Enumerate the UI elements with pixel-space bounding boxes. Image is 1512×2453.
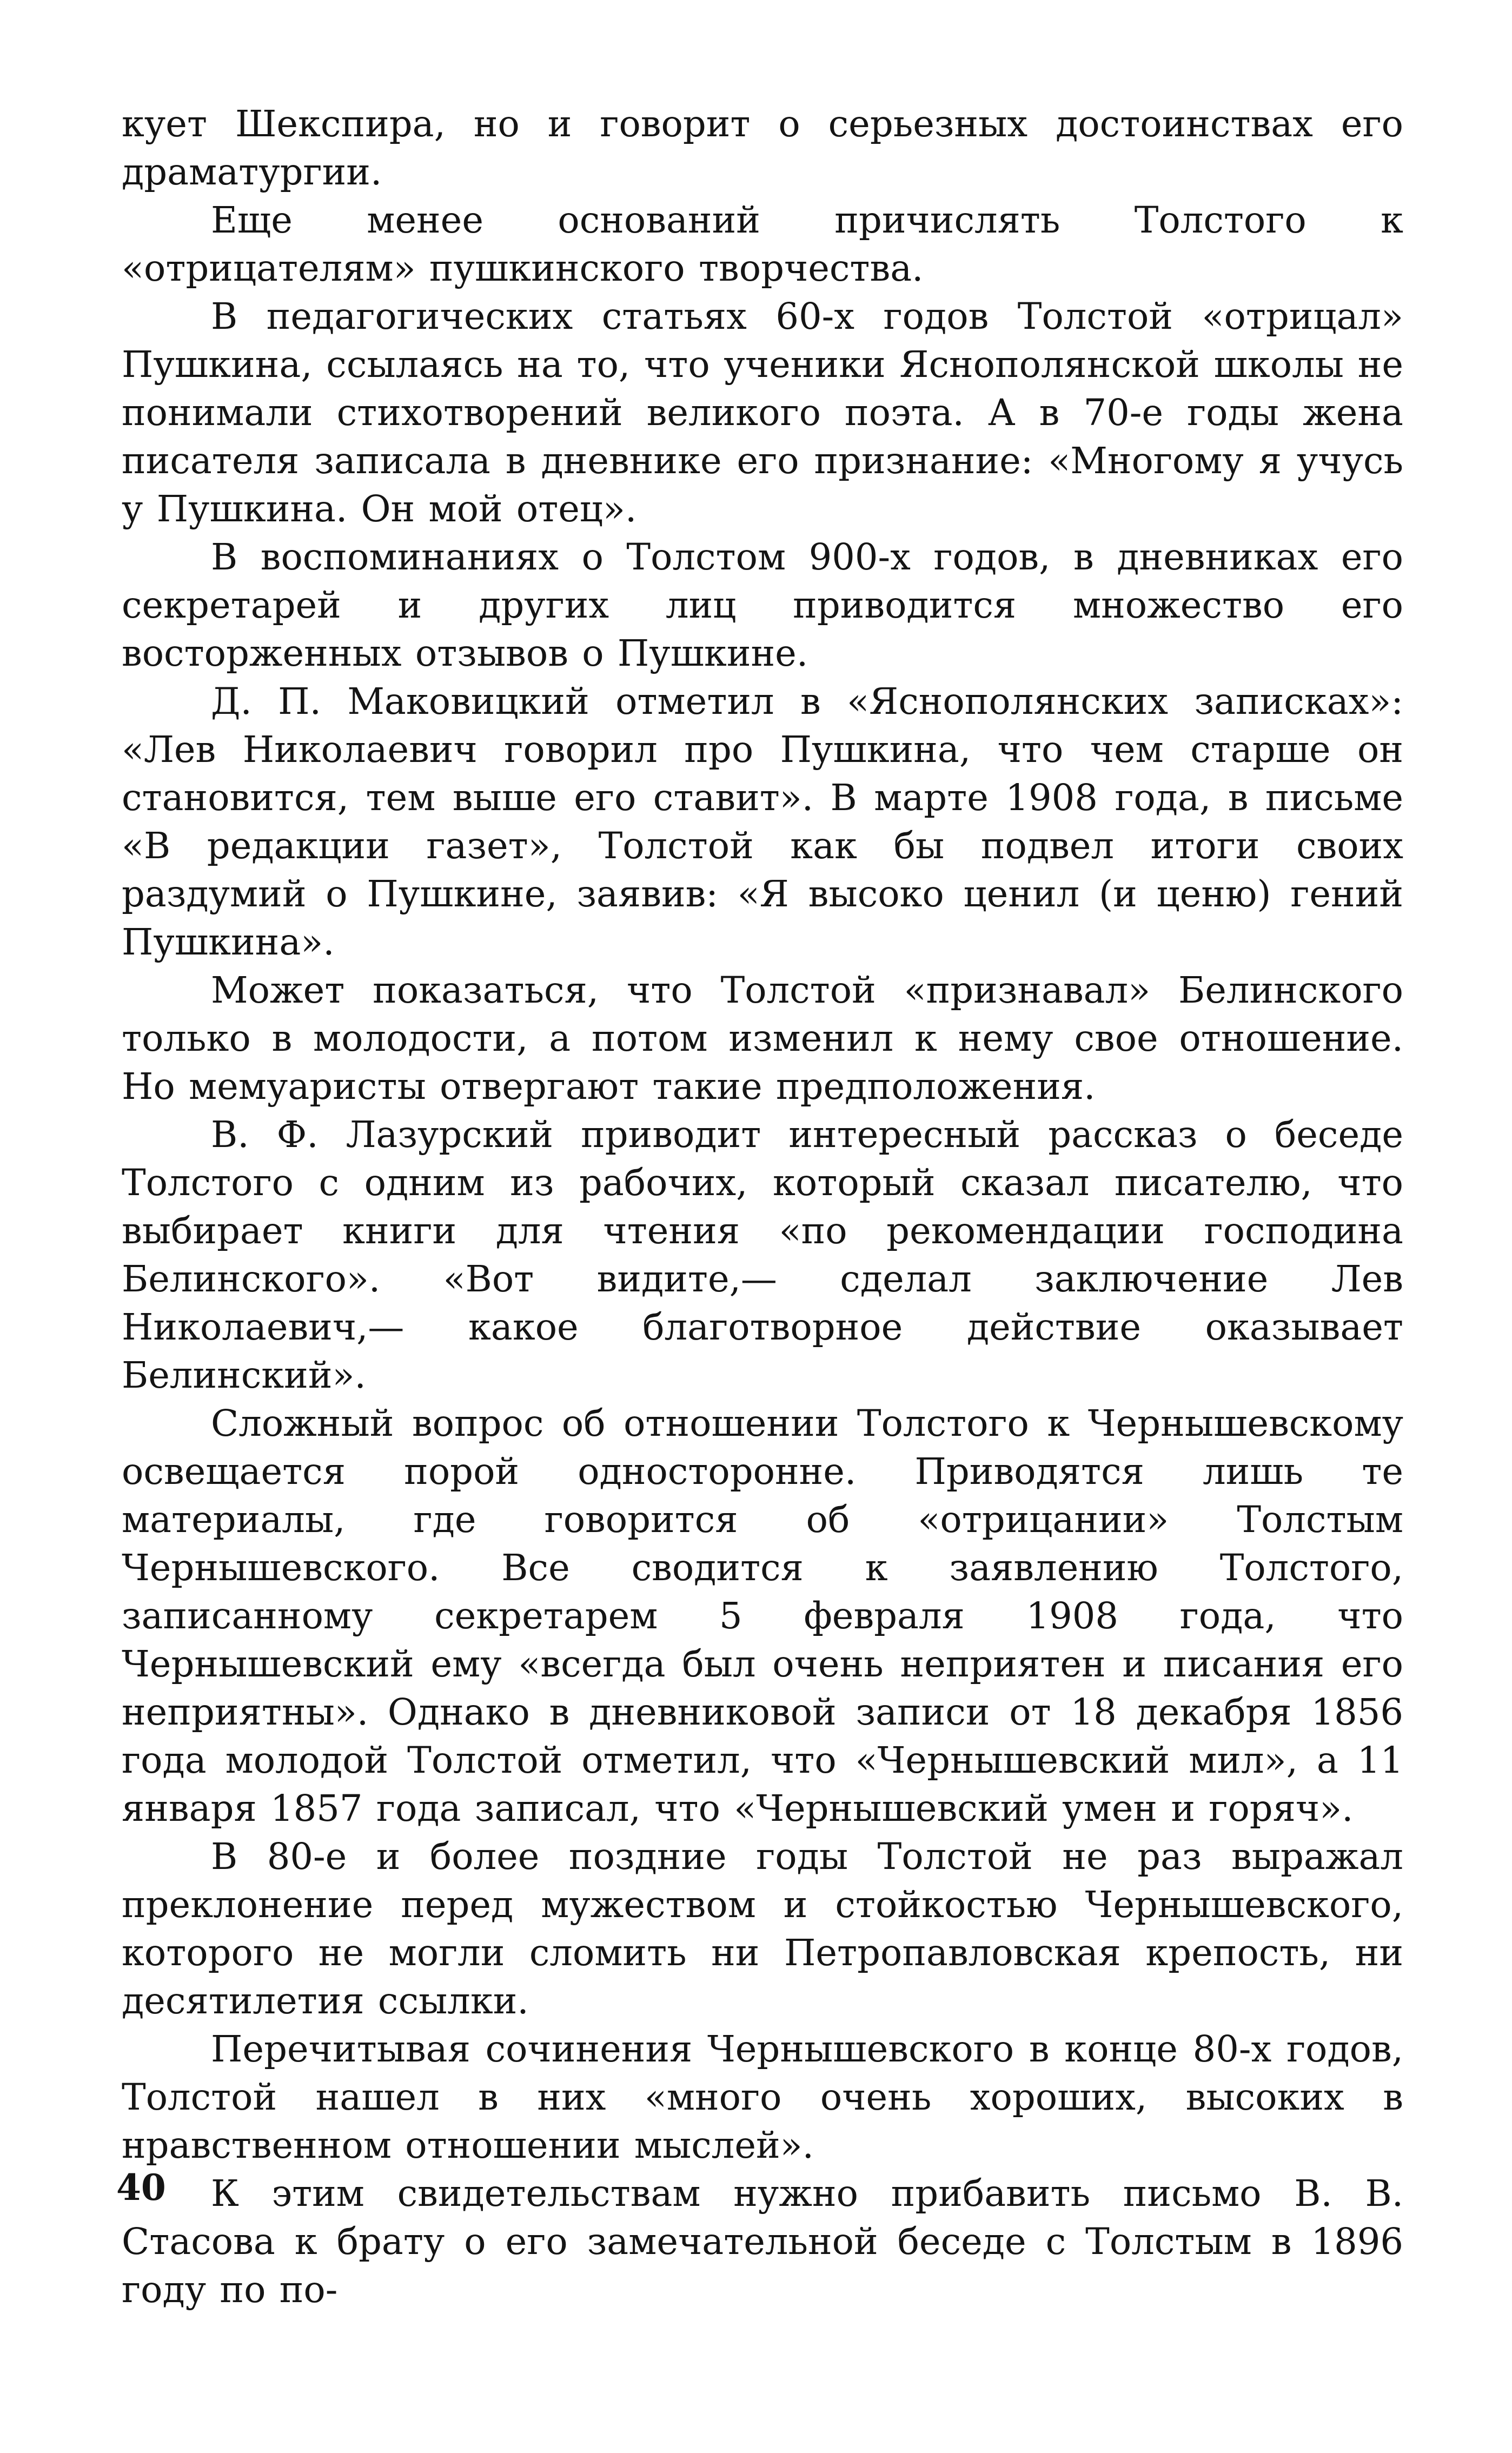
paragraph: В 80-е и более поздние годы Толстой не раз выражал преклонение перед мужеством и стойкостью Чернышевского, которого не могли сломить ни Петропавловская крепость, ни десятилетия ссылки. bbox=[122, 1835, 1403, 2022]
paragraph: В педагогических статьях 60-х годов Толстой «отрицал» Пушкина, ссылаясь на то, что ученики Яснополянской школы не понимали стихотворений великого поэта. А в 70-е годы жена писателя записала в дневнике его признание: «Многому я учусь у Пушкина. Он мой отец». bbox=[122, 295, 1403, 530]
page-number: 40 bbox=[116, 2166, 166, 2209]
paragraph: Перечитывая сочинения Чернышевского в конце 80-х годов, Толстой нашел в них «много очень хороших, высоких в нравственном отношении мыслей». bbox=[122, 2028, 1403, 2166]
paragraph: Может показаться, что Толстой «признавал» Белинского только в молодости, а потом изменил к нему свое отношение. Но мемуаристы отвергают такие предположения. bbox=[122, 969, 1403, 1108]
paragraph-continuation: кует Шекспира, но и говорит о серьезных достоинствах его драматургии. bbox=[122, 103, 1403, 193]
paragraph: В. Ф. Лазурский приводит интересный рассказ о беседе Толстого с одним из рабочих, который сказал писателю, что выбирает книги для чтения «по рекомендации господина Белинского». «Вот видите,— сделал заключение Лев Николаевич,— какое благотворное действие оказывает Белинский». bbox=[122, 1113, 1403, 1396]
body-text bbox=[122, 100, 1403, 2314]
paragraph: Сложный вопрос об отношении Толстого к Чернышевскому освещается порой односторонне. Приводятся лишь те материалы, где говорится об «отрицании» Толстым Чернышевского. Все сводится к заявлению Толстого, записанному секретарем 5 февраля 1908 года, что Чернышевский ему «всегда был очень неприятен и писания его неприятны». Однако в дневниковой записи от 18 декабря 1856 года молодой Толстой отметил, что «Чернышевский мил», а 11 января 1857 года записал, что «Чернышевский умен и горяч». bbox=[122, 1402, 1403, 1829]
paragraph: Д. П. Маковицкий отметил в «Яснополянских записках»: «Лев Николаевич говорил про Пушкина, что чем старше он становится, тем выше его ставит». В марте 1908 года, в письме «В редакции газет», Толстой как бы подвел итоги своих раздумий о Пушкине, заявив: «Я высоко ценил (и ценю) гений Пушкина». bbox=[122, 680, 1403, 963]
paragraph: В воспоминаниях о Толстом 900-х годов, в дневниках его секретарей и других лиц приводится множество его восторженных отзывов о Пушкине. bbox=[122, 536, 1403, 674]
paragraph: К этим свидетельствам нужно прибавить письмо В. В. Стасова к брату о его замечательной беседе с Толстым в 1896 году по по- bbox=[122, 2172, 1403, 2311]
paragraph: Еще менее оснований причислять Толстого к «отрицателям» пушкинского творчества. bbox=[122, 199, 1403, 289]
